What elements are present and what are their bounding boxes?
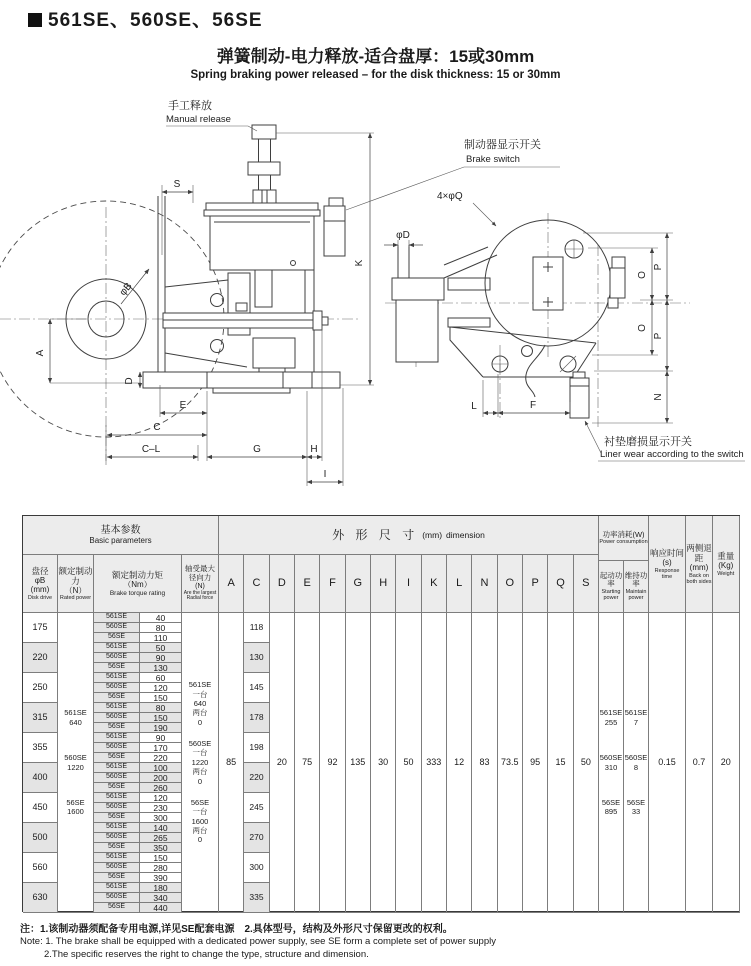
cell-dim-L-value: 12 [447,613,472,913]
header-weight-unit: (Kg) [718,561,734,571]
note-en-line1: Note: 1. The brake shall be equipped with a dedicated power supply, see SE form a complete set of power supply [20,936,496,947]
cell-radial-force-line: 0 [197,835,203,845]
cell-torque-value: 90 [140,653,182,663]
cell-torque-value: 265 [140,833,182,843]
cell-dim-c-value: 145 [244,673,269,703]
manual-release-label-zh: 手工释放 [168,100,212,112]
cell-torque-model: 56SE [94,693,140,703]
cell-rated-force-value: 1220 [67,762,84,772]
cell-dim-c-value: 118 [244,613,269,643]
cell-torque-model: 561SE [94,673,140,683]
header-maintain-en: Maintain power [625,589,647,602]
cell-radial-force-line: 一台 [192,807,208,817]
header-disk-dia [23,555,58,613]
dim-label-phib: φB [117,280,135,298]
header-back-en: Back on both sides [686,572,712,585]
cell-torque-value: 230 [140,803,182,813]
header-starting-en: Starting power [601,589,621,602]
cell-torque-value: 90 [140,733,182,743]
cell-torque-value: 140 [140,823,182,833]
header-disk-unit: (mm) [30,585,50,595]
dim-label-h: H [310,444,318,455]
cell-dim-F-value: 92 [320,613,345,913]
cell-radial-force [182,613,219,913]
cell-torque-model: 56SE [94,783,140,793]
cell-torque-model: 56SE [94,753,140,763]
header-dim-letter-K: K [422,555,447,613]
cell-torque-model: 560SE [94,713,140,723]
cell-radial-force-line: 两台 [192,826,208,836]
cell-radial-force-line: 两台 [192,708,208,718]
cell-dim-A-value: 85 [219,613,244,913]
cell-rated-force-block [66,798,84,817]
dim-label-p1: P [653,263,664,271]
header-dimension-unit: (mm) [422,529,443,540]
cell-disk-dia: 220 [23,643,58,673]
dim-label-i: I [323,469,327,480]
header-power-zh: 功率消耗(W) [602,529,645,539]
dim-label-o2: O [637,324,648,332]
cell-torque-model: 561SE [94,763,140,773]
cell-maintain-power-value: 33 [631,807,641,817]
cell-radial-force-block [191,798,209,845]
header-basic-params [23,516,219,555]
cell-rated-force-block [64,708,87,727]
cell-torque-model: 560SE [94,863,140,873]
cell-torque-model: 560SE [94,803,140,813]
header-dimension [219,516,599,555]
cell-radial-force-line: 一台 [192,748,208,758]
cell-torque-value: 120 [140,793,182,803]
cell-torque-model: 561SE [94,703,140,713]
cell-starting-power-block [602,798,620,817]
header-disk-zh: 盘径 [31,566,49,577]
cell-disk-dia: 630 [23,883,58,913]
cell-maintain-power-model: 56SE [626,797,646,807]
cell-torque-value: 170 [140,743,182,753]
header-radial-zh: 轴受最大径向力 [185,564,215,582]
manual-release-label-en: Manual release [166,114,231,125]
cell-torque-model: 561SE [94,613,140,623]
cell-torque-model: 56SE [94,873,140,883]
cell-starting-power-value: 310 [604,762,618,772]
cell-maintain-power-model: 561SE [624,708,648,718]
header-dim-letter-E: E [295,555,320,613]
cell-dim-D-value: 20 [270,613,295,913]
header-back-unit: (mm) [689,563,709,573]
cell-torque-value: 40 [140,613,182,623]
cell-radial-force-line: 两台 [192,767,208,777]
header-maintain-power [624,561,649,613]
cell-radial-force-block [189,680,212,727]
dim-label-o1: O [637,271,648,279]
header-radial-force [182,555,219,613]
note-zh: 注：1.该制动器须配备专用电源,详见SE配套电源 2.具体型号，结构及外形尺寸保留更改的权利。 [20,924,453,935]
cell-dim-c-value: 178 [244,703,269,733]
cell-torque-model: 56SE [94,903,140,913]
dim-label-s: S [173,179,181,190]
cell-dim-K-value: 333 [422,613,447,913]
cell-disk-dia: 560 [23,853,58,883]
cell-radial-force-line: 640 [193,698,207,708]
brake-switch-part [329,198,343,206]
side-view [0,99,560,486]
cell-maintain-power-value: 8 [633,762,639,772]
cell-radial-force-line: 1220 [191,757,209,767]
header-back-zh: 两侧退距 [686,543,712,564]
cell-torque-value: 130 [140,663,182,673]
header-dimension-zh: 外 形 尺 寸 [332,527,419,542]
cell-torque-model: 561SE [94,883,140,893]
cell-starting-power-value: 895 [604,807,618,817]
page-title: 561SE、560SE、56SE [48,10,263,31]
dim-label-g: G [253,444,261,455]
header-power-en: Power consumption [599,539,648,546]
header-dim-letter-O: O [498,555,523,613]
cell-torque-value: 260 [140,783,182,793]
cell-dim-c-value: 245 [244,793,269,823]
cell-torque-value: 350 [140,843,182,853]
cell-dim-E-value: 75 [295,613,320,913]
cell-disk-dia: 400 [23,763,58,793]
cell-dim-c-value: 300 [244,853,269,883]
cell-dim-Q-value: 15 [548,613,573,913]
header-dim-letter-A: A [219,555,244,613]
dim-label-a: A [35,349,46,357]
cell-dim-c-value: 198 [244,733,269,763]
spec-table [22,515,740,912]
cell-radial-force-line: 0 [197,776,203,786]
dim-label-phid: φD [396,230,410,241]
header-brake-torque [94,555,182,613]
subtitle-en: Spring braking power released – for the disk thickness: 15 or 30mm [190,69,561,81]
cell-rated-force-value: 640 [69,717,82,727]
cell-maintain-power-block [627,798,645,817]
cell-torque-value: 120 [140,683,182,693]
cell-weight-value: 20 [713,613,740,913]
cell-torque-model: 561SE [94,793,140,803]
cell-radial-force-model: 561SE [188,680,212,690]
dim-label-cl: C–L [141,444,161,455]
cell-torque-value: 60 [140,673,182,683]
cell-radial-force-line: 1600 [191,816,209,826]
cell-torque-model: 560SE [94,683,140,693]
cell-torque-value: 150 [140,713,182,723]
cell-torque-value: 440 [140,903,182,913]
header-rated-zh: 额定制动力 [58,565,93,586]
cell-torque-model: 561SE [94,733,140,743]
header-basic-en: Basic parameters [89,535,152,545]
cell-torque-model: 56SE [94,663,140,673]
dim-label-p2: P [653,332,664,340]
cell-disk-dia: 315 [23,703,58,733]
cell-torque-model: 560SE [94,893,140,903]
header-dim-letter-H: H [371,555,396,613]
header-dim-letter-L: L [447,555,472,613]
dim-label-c: C [153,422,161,433]
cell-starting-power-block [600,753,623,772]
cell-torque-value: 150 [140,693,182,703]
subtitle-zh: 弹簧制动-电力释放-适合盘厚：15或30mm [216,47,535,66]
cell-torque-value: 340 [140,893,182,903]
header-dim-letter-S: S [574,555,599,613]
header-torque-unit: （Nm） [123,580,152,590]
header-dimension-en: dimension [446,529,485,540]
cell-disk-dia: 450 [23,793,58,823]
header-disk-sym: φB [34,576,46,586]
cell-starting-power-model: 56SE [601,797,621,807]
cell-starting-power-value: 255 [604,717,618,727]
cell-starting-power-block [600,708,623,727]
cell-starting-power [599,613,624,913]
cell-starting-power-model: 560SE [599,753,623,763]
liner-wear-switch [570,378,589,418]
cell-dim-G-value: 135 [346,613,371,913]
liner-wear-label-zh: 衬垫磨损显示开关 [604,436,692,448]
cell-torque-model: 56SE [94,633,140,643]
header-power-consumption [599,516,649,561]
cell-torque-model: 56SE [94,843,140,853]
cell-torque-value: 50 [140,643,182,653]
header-starting-power [599,561,624,613]
header-radial-en: Are the largest Radial force [183,589,217,602]
header-dim-letter-P: P [523,555,548,613]
cell-dim-I-value: 50 [396,613,421,913]
header-response-unit: (s) [662,558,672,568]
header-dim-letter-D: D [270,555,295,613]
header-rated-unit: （N） [64,585,87,595]
dim-label-d: D [124,377,135,385]
cell-torque-model: 560SE [94,653,140,663]
dim-label-n: N [653,393,664,401]
cell-rated-force-value: 1600 [67,807,84,817]
header-starting-zh: 起动功率 [599,570,623,589]
cell-torque-value: 200 [140,773,182,783]
header-response-en: Response time [654,567,680,580]
cell-dim-H-value: 30 [371,613,396,913]
cell-radial-force-block [189,739,212,786]
cell-dim-c-value: 130 [244,643,269,673]
cell-radial-force-model: 560SE [188,739,212,749]
front-view [384,191,745,461]
dim-label-e: E [179,400,187,411]
cell-torque-value: 300 [140,813,182,823]
cell-torque-model: 560SE [94,773,140,783]
cell-torque-model: 56SE [94,813,140,823]
cell-torque-value: 220 [140,753,182,763]
cell-torque-value: 80 [140,623,182,633]
header-rated-force [58,555,94,613]
cell-disk-dia: 355 [23,733,58,763]
cell-torque-model: 560SE [94,743,140,753]
cell-torque-value: 190 [140,723,182,733]
header-weight-en: Weight [717,570,735,577]
header-torque-zh: 额定制动力矩 [111,570,163,581]
cell-dim-O-value: 73.5 [498,613,523,913]
cell-radial-force-model: 56SE [190,797,210,807]
dim-label-k: K [354,259,365,267]
header-dim-letter-I: I [396,555,421,613]
cell-maintain-power [624,613,649,913]
cell-torque-value: 150 [140,853,182,863]
header-response-time [649,516,686,613]
release-knob [252,125,276,139]
cell-dim-S-value: 50 [574,613,599,913]
cell-dim-P-value: 95 [523,613,548,913]
section-marker-icon [28,13,42,27]
cell-radial-force-line: 0 [197,717,203,727]
cell-dim-N-value: 83 [472,613,497,913]
cell-rated-force-model: 560SE [64,753,87,763]
cell-rated-force-model: 561SE [64,708,87,718]
cell-maintain-power-value: 7 [633,717,639,727]
header-maintain-zh: 维持功率 [624,570,648,589]
cell-torque-model: 561SE [94,823,140,833]
cell-starting-power-model: 561SE [599,708,623,718]
cell-rated-force [58,613,94,913]
cell-torque-model: 56SE [94,723,140,733]
cell-torque-model: 561SE [94,643,140,653]
cell-dim-c-value: 270 [244,823,269,853]
dim-label-4phiq: 4×φQ [437,191,463,202]
cell-torque-value: 390 [140,873,182,883]
cell-disk-dia: 250 [23,673,58,703]
switch-cable [526,345,545,397]
cell-torque-model: 561SE [94,853,140,863]
brake-switch-label-zh: 制动器显示开关 [464,139,541,151]
shaft [392,278,444,300]
cell-torque-model: 560SE [94,833,140,843]
cell-maintain-power-block [625,753,648,772]
cell-rated-force-block [64,753,87,772]
note-en-line2: 2.The specific reserves the right to change the type, structure and dimension. [44,949,369,960]
base-plate [143,372,340,388]
header-weight [713,516,740,613]
header-dim-letter-C: C [244,555,269,613]
cell-disk-dia: 175 [23,613,58,643]
header-dim-letter-Q: Q [548,555,573,613]
cell-radial-force-line: 一台 [192,689,208,699]
cell-torque-value: 110 [140,633,182,643]
header-dim-letter-G: G [346,555,371,613]
header-dim-letter-F: F [320,555,345,613]
header-backlash [686,516,713,613]
cell-maintain-power-model: 560SE [624,753,648,763]
header-dim-letter-N: N [472,555,497,613]
cell-torque-value: 100 [140,763,182,773]
liner-wear-label-en: Liner wear according to the switch [600,449,744,460]
cell-disk-dia: 500 [23,823,58,853]
cell-torque-model: 560SE [94,623,140,633]
brake-switch-label-en: Brake switch [466,154,520,165]
header-torque-en: Brake torque rating [109,589,166,597]
cell-rated-force-model: 56SE [66,797,85,807]
header-disk-en: Disk drive [27,594,53,601]
dim-label-l: L [471,401,477,412]
header-radial-unit: (N) [195,582,205,590]
technical-drawing [0,95,751,515]
header-rated-en: Rated power [59,595,92,602]
cell-dim-c-value: 220 [244,763,269,793]
header-basic-zh: 基本参数 [100,524,141,536]
cell-dim-c-value: 335 [244,883,269,913]
cell-torque-value: 280 [140,863,182,873]
cell-maintain-power-block [625,708,648,727]
header-weight-zh: 重量 [717,551,735,562]
header-response-zh: 响应时间 [649,548,684,559]
cell-torque-value: 80 [140,703,182,713]
cell-back-value: 0.7 [686,613,713,913]
cell-torque-value: 180 [140,883,182,893]
dim-label-f: F [529,400,537,411]
cell-response-value: 0.15 [649,613,686,913]
